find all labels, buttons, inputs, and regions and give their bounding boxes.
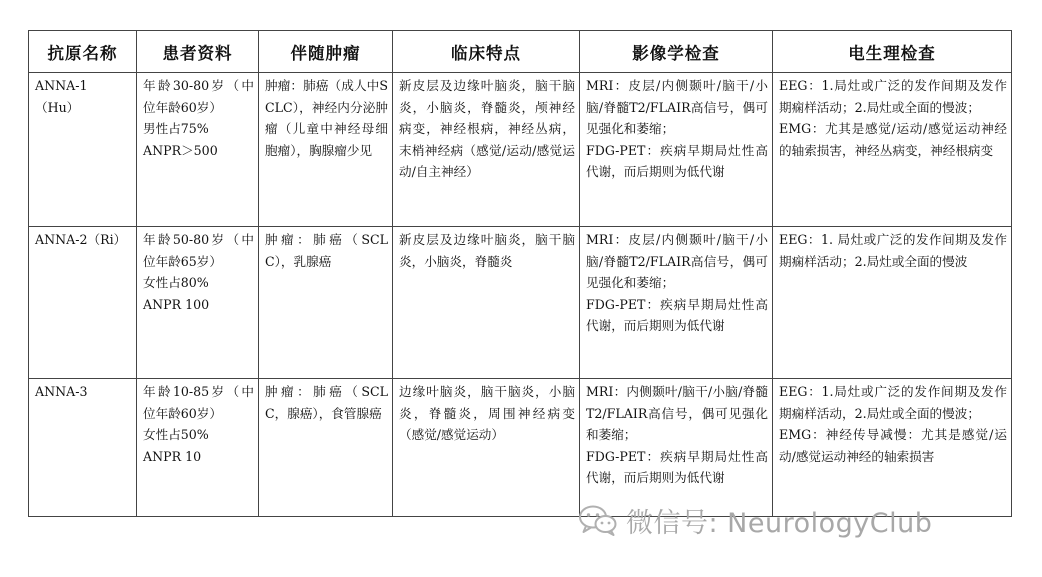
imaging-pet: FDG-PET：疾病早期局灶性高代谢，而后期则为低代谢 [586, 142, 768, 179]
header-tumor: 伴随肿瘤 [259, 31, 393, 73]
patient-sex: 男性占75% [143, 121, 209, 136]
tumor-cell [259, 379, 393, 517]
electro-emg: EMG：神经传导减慢：尤其是感觉/运动/感觉运动神经的轴索损害 [779, 427, 1007, 464]
watermark [578, 502, 932, 538]
clinical-text: 新皮层及边缘叶脑炎，脑干脑炎，小脑炎，脊髓炎 [399, 232, 575, 269]
header-patient: 患者资料 [137, 31, 259, 73]
electro-emg: EMG：尤其是感觉/运动/感觉运动神经的轴索损害，神经丛病变，神经根病变 [779, 121, 1007, 158]
imaging-mri: MRI：皮层/内侧颞叶/脑干/小脑/脊髓T2/FLAIR高信号，偶可见强化和萎缩； [586, 232, 768, 290]
header-electro: 电生理检查 [773, 31, 1012, 73]
patient-age: 年龄30-80岁（中位年龄60岁） [143, 78, 254, 115]
electro-cell [773, 227, 1012, 379]
imaging-cell [580, 73, 773, 227]
clinical-cell [393, 73, 580, 227]
patient-cell [137, 379, 259, 517]
wechat-icon [578, 504, 618, 536]
header-imaging: 影像学检查 [580, 31, 773, 73]
tumor-cell [259, 73, 393, 227]
patient-age: 年龄10-85岁（中位年龄60岁） [143, 384, 254, 421]
patient-age: 年龄50-80岁（中位年龄65岁） [143, 232, 254, 269]
patient-cell [137, 227, 259, 379]
imaging-pet: FDG-PET：疾病早期局灶性高代谢，而后期则为低代谢 [586, 296, 768, 333]
patient-anpr: ANPR＞500 [143, 142, 218, 158]
table-row [29, 73, 1012, 227]
tumor-text: 肿瘤：肺癌（成人中SCLC），神经内分泌肿瘤（儿童中神经母细胞瘤），胸腺瘤少见 [265, 78, 388, 158]
electro-eeg: EEG：1.局灶或广泛的发作间期及发作期痫样活动；2.局灶或全面的慢波； [779, 78, 1007, 115]
antigen-cell [29, 379, 137, 517]
antibody-table [28, 30, 1012, 517]
patient-sex: 女性占50% [143, 427, 209, 442]
antigen-cell [29, 73, 137, 227]
tumor-cell [259, 227, 393, 379]
imaging-cell [580, 379, 773, 517]
patient-cell [137, 73, 259, 227]
antigen-name: ANNA-3 [35, 384, 88, 399]
header-clinical: 临床特点 [393, 31, 580, 73]
electro-eeg: EEG：1.局灶或广泛的发作间期及发作期痫样活动，2.局灶或全面的慢波； [779, 384, 1007, 421]
tumor-text: 肿瘤：肺癌（SCLC），乳腺癌 [265, 232, 388, 269]
clinical-cell [393, 379, 580, 517]
table-header-row [29, 31, 1012, 73]
clinical-cell [393, 227, 580, 379]
imaging-cell [580, 227, 773, 379]
clinical-text: 新皮层及边缘叶脑炎，脑干脑炎，小脑炎，脊髓炎，颅神经病变，神经根病，神经丛病，末梢神经病（感觉/运动/感觉运动/自主神经） [399, 78, 575, 179]
header-antigen: 抗原名称 [29, 31, 137, 73]
electro-cell [773, 73, 1012, 227]
watermark-text: 微信号: NeurologyClub [626, 507, 933, 539]
antigen-alias: （Hu） [35, 99, 80, 115]
imaging-mri: MRI：内侧颞叶/脑干/小脑/脊髓T2/FLAIR高信号，偶可见强化和萎缩； [586, 384, 768, 442]
table-row [29, 379, 1012, 517]
clinical-text: 边缘叶脑炎，脑干脑炎，小脑炎，脊髓炎，周围神经病变（感觉/感觉运动） [399, 384, 575, 442]
patient-sex: 女性占80% [143, 275, 209, 290]
imaging-mri: MRI：皮层/内侧颞叶/脑干/小脑/脊髓T2/FLAIR高信号，偶可见强化和萎缩； [586, 78, 768, 136]
patient-anpr: ANPR 100 [143, 296, 210, 312]
table-row [29, 227, 1012, 379]
patient-anpr: ANPR 10 [143, 448, 202, 464]
antigen-name: ANNA-1 [35, 78, 88, 93]
electro-eeg: EEG：1. 局灶或广泛的发作间期及发作期痫样活动；2.局灶或全面的慢波 [779, 232, 1007, 269]
imaging-pet: FDG-PET：疾病早期局灶性高代谢，而后期则为低代谢 [586, 448, 768, 485]
antigen-name: ANNA-2（Ri） [35, 232, 127, 247]
electro-cell [773, 379, 1012, 517]
antigen-cell [29, 227, 137, 379]
tumor-text: 肿瘤：肺癌（SCLC，腺癌），食管腺癌 [265, 384, 388, 421]
